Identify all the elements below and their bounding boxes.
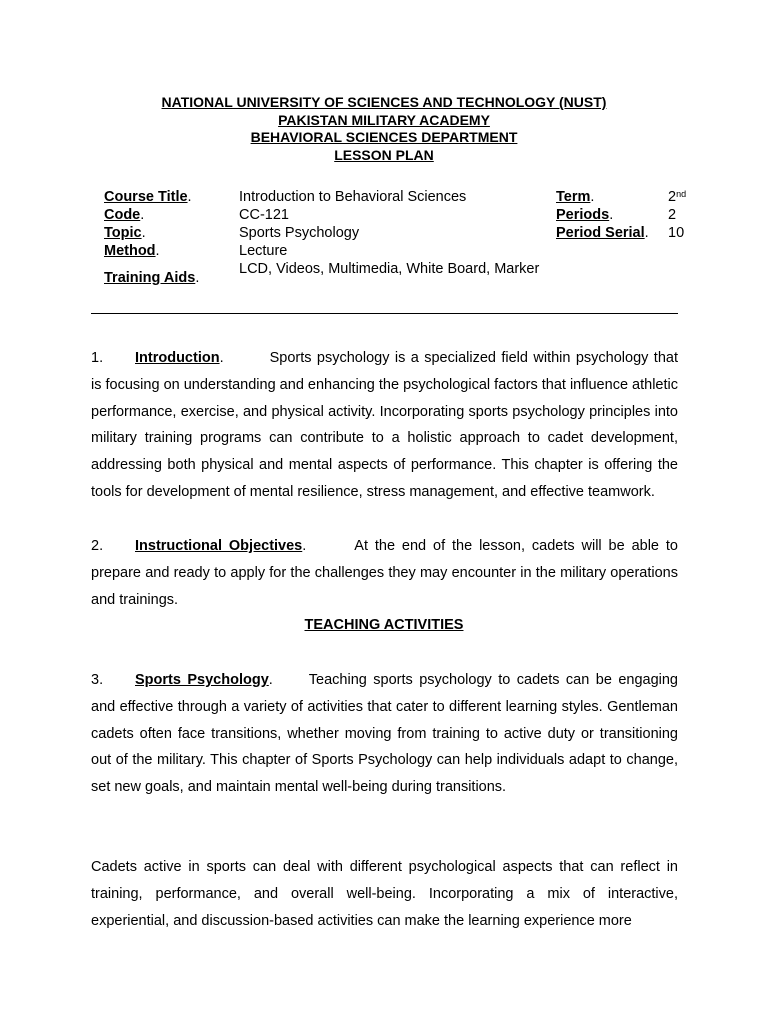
section-sports-psychology: 3. Sports Psychology. Teaching sports psychology to cadets can be engaging and effective through a variety of activities that cater to different learning styles. Gentleman cadets often face transitions, whether moving from training to active duty or transitioning out of the military. This chapter of Sports Psychology can help individuals adapt to change, set new goals, and maintain mental well-being during transitions.	[91, 667, 678, 801]
section-number: 1.	[91, 350, 104, 366]
info-row-training-aids: Training Aids.	[104, 270, 200, 286]
periods-label: Periods	[556, 207, 610, 223]
method-label: Method	[104, 243, 156, 259]
horizontal-divider	[91, 313, 678, 314]
info-row-topic: Topic. Sports Psychology Period Serial. 10	[104, 225, 685, 241]
introduction-text: Sports psychology is a specialized field within psychology that is focusing on understanding and enhancing the psychological factors that influence athletic performance, exercise, and physical activity. Incorporating sports psychology principles into military training programs can contribute to a holistic approach to cadet development, addressing both physical and mental aspects of performance. This chapter is offering the tools for development of mental resilience, stress management, and effective teamwork.	[91, 350, 678, 500]
section-number: 3.	[91, 672, 104, 688]
period-serial-label: Period Serial	[556, 225, 645, 241]
topic-label: Topic	[104, 225, 142, 241]
academy-title: PAKISTAN MILITARY ACADEMY	[278, 111, 490, 128]
course-title-label: Course Title	[104, 189, 188, 205]
section-introduction: 1. Introduction. Sports psychology is a specialized field within psychology that is focusing on understanding and enhancing the psychological factors that influence athletic performance, exercise, and physical activity. Incorporating sports psychology principles into military training programs can contribute to a holistic approach to cadet development, addressing both physical and mental aspects of performance. This chapter is offering the tools for development of mental resilience, stress management, and effective teamwork.	[91, 345, 678, 506]
document-type-title: LESSON PLAN	[334, 146, 434, 163]
term-label: Term	[556, 189, 591, 205]
section-number: 2.	[91, 538, 104, 554]
info-row-course-title: Course Title. Introduction to Behavioral Sciences Term. 2nd	[104, 189, 687, 205]
objectives-heading: Instructional Objectives	[135, 538, 303, 554]
course-title-value: Introduction to Behavioral Sciences	[239, 189, 467, 205]
paragraph-cadets-sports: Cadets active in sports can deal with different psychological aspects that can reflect in training, performance, and overall well-being. Incorporating a mix of interactive, experiential, and discussion-based activities can make the learning experience more	[91, 859, 678, 929]
info-row-method: Method. Lecture	[104, 243, 288, 259]
code-value: CC-121	[239, 207, 289, 223]
topic-value: Sports Psychology	[239, 225, 360, 241]
document-header	[0, 94, 768, 164]
term-value: 2nd	[668, 189, 687, 205]
training-aids-label: Training Aids	[104, 270, 196, 286]
section-objectives: 2. Instructional Objectives. At the end of the lesson, cadets will be able to prepare and ready to apply for the challenges they may encounter in the military operations and trainings.	[91, 533, 678, 613]
teaching-activities-heading: TEACHING ACTIVITIES	[304, 617, 464, 633]
department-title: BEHAVIORAL SCIENCES DEPARTMENT	[250, 129, 518, 145]
sports-psychology-text: Teaching sports psychology to cadets can be engaging and effective through a variety of activities that cater to different learning styles. Gentleman cadets often face transitions, whether moving from training to active duty or transitioning out of the military. This chapter of Sports Psychology can help individuals adapt to change, set new goals, and maintain mental well-being during transitions.	[91, 672, 678, 796]
sports-psychology-heading: Sports Psychology	[135, 672, 269, 688]
periods-value: 2	[668, 207, 677, 223]
period-serial-value: 10	[668, 225, 685, 241]
method-value: Lecture	[239, 243, 288, 259]
training-aids-value: LCD, Videos, Multimedia, White Board, Marker	[239, 261, 540, 277]
introduction-heading: Introduction	[135, 350, 220, 366]
university-title: NATIONAL UNIVERSITY OF SCIENCES AND TECHNOLOGY (NUST)	[161, 94, 607, 110]
info-row-code: Code. CC-121 Periods. 2	[104, 207, 677, 223]
code-label: Code	[104, 207, 141, 223]
objectives-text: At the end of the lesson, cadets will be able to prepare and ready to apply for the challenges they may encounter in the military operations and trainings.	[91, 538, 678, 608]
